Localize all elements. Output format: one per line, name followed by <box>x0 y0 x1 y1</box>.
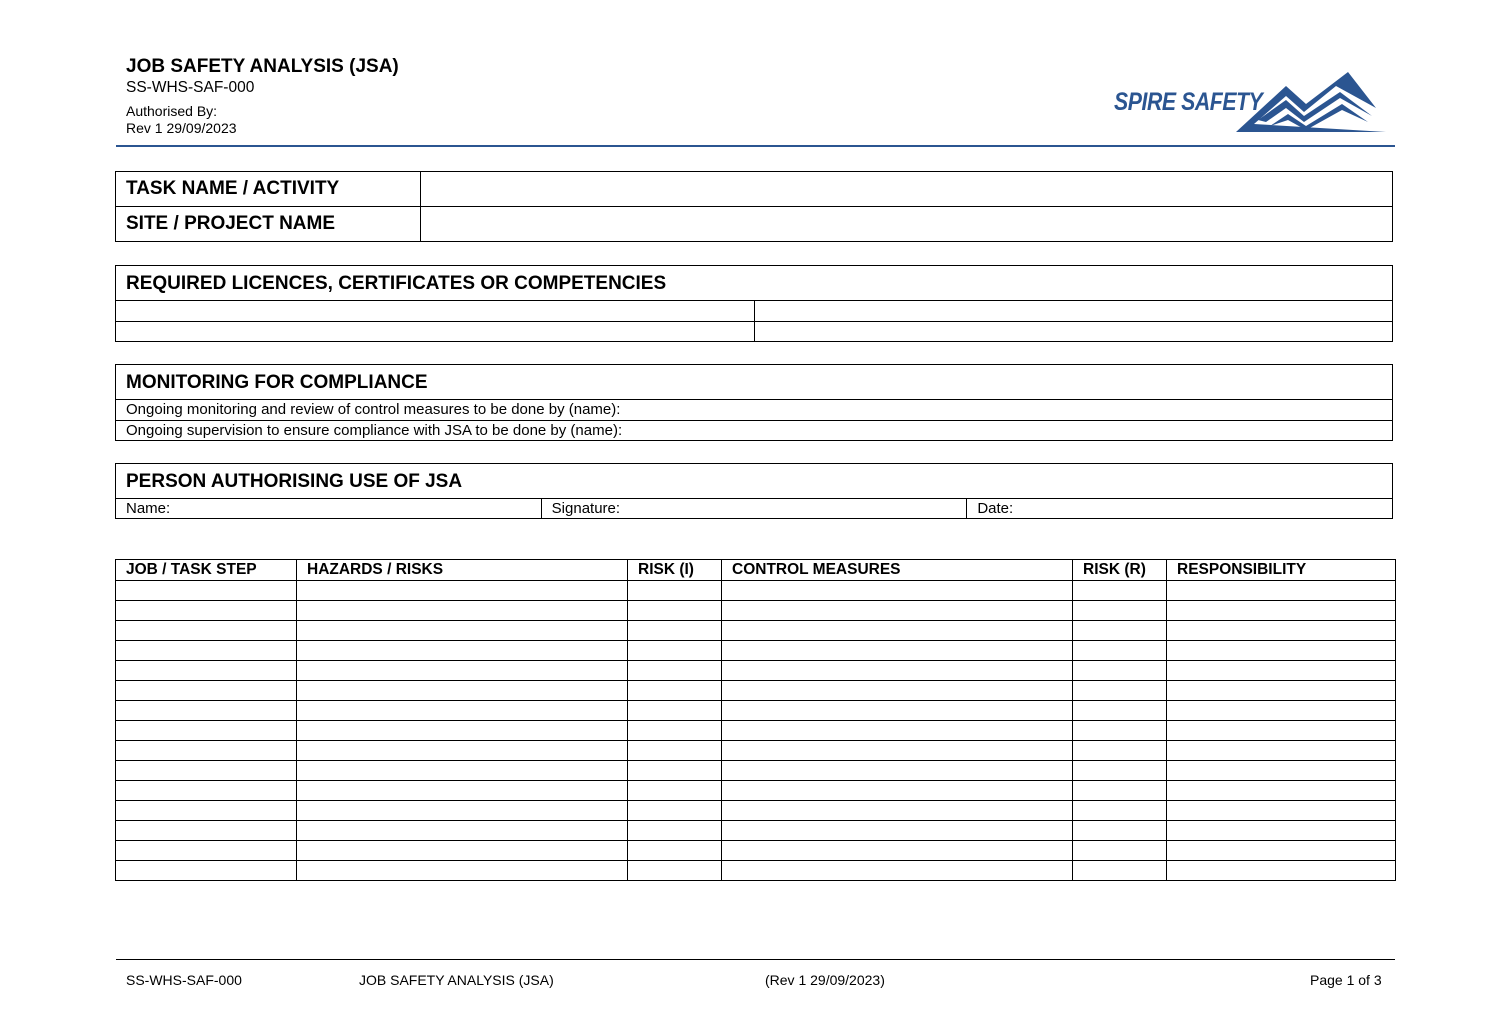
monitoring-review-field[interactable]: Ongoing monitoring and review of control measures to be done by (name): <box>126 401 621 418</box>
table-row <box>116 861 1396 881</box>
job-task-step-cell[interactable] <box>116 581 297 601</box>
hazards-risks-cell[interactable] <box>297 841 628 861</box>
licence-field[interactable] <box>116 322 754 341</box>
licences-heading: REQUIRED LICENCES, CERTIFICATES OR COMPETENCIES <box>116 266 1392 301</box>
responsibility-cell[interactable] <box>1167 761 1396 781</box>
risk-initial-cell[interactable] <box>628 841 722 861</box>
logo-text: SPIRE SAFETY <box>1114 88 1263 116</box>
risk-residual-cell[interactable] <box>1073 581 1167 601</box>
table-row <box>116 661 1396 681</box>
responsibility-cell[interactable] <box>1167 841 1396 861</box>
document-code: SS-WHS-SAF-000 <box>126 79 255 96</box>
table-row <box>116 681 1396 701</box>
risk-initial-cell[interactable] <box>628 641 722 661</box>
responsibility-cell[interactable] <box>1167 701 1396 721</box>
control-measures-cell[interactable] <box>722 741 1073 761</box>
responsibility-cell[interactable] <box>1167 861 1396 881</box>
responsibility-cell[interactable] <box>1167 581 1396 601</box>
authoriser-signature-field[interactable]: Signature: <box>541 499 967 518</box>
column-job-task-step: JOB / TASK STEP <box>116 560 297 581</box>
control-measures-cell[interactable] <box>722 801 1073 821</box>
authoriser-name-field[interactable]: Name: <box>126 500 171 517</box>
risk-initial-cell[interactable] <box>628 621 722 641</box>
task-name-row <box>116 172 1393 207</box>
risk-residual-cell[interactable] <box>1073 801 1167 821</box>
responsibility-cell[interactable] <box>1167 601 1396 621</box>
risk-residual-cell[interactable] <box>1073 661 1167 681</box>
job-task-step-cell[interactable] <box>116 701 297 721</box>
risk-initial-cell[interactable] <box>628 601 722 621</box>
control-measures-cell[interactable] <box>722 761 1073 781</box>
table-row <box>116 601 1396 621</box>
licence-row <box>116 301 1392 321</box>
table-row <box>116 581 1396 601</box>
job-task-step-cell[interactable] <box>116 681 297 701</box>
authorisation-date-field[interactable]: Date: <box>966 499 1392 518</box>
risk-residual-cell[interactable] <box>1073 841 1167 861</box>
table-row <box>116 621 1396 641</box>
risk-initial-cell[interactable] <box>628 681 722 701</box>
responsibility-cell[interactable] <box>1167 641 1396 661</box>
risk-initial-cell[interactable] <box>628 861 722 881</box>
company-logo <box>1112 68 1392 134</box>
job-task-step-cell[interactable] <box>116 761 297 781</box>
risk-residual-cell[interactable] <box>1073 601 1167 621</box>
job-task-step-cell[interactable] <box>116 801 297 821</box>
control-measures-cell[interactable] <box>722 861 1073 881</box>
footer-doc-code: SS-WHS-SAF-000 <box>126 972 242 988</box>
responsibility-cell[interactable] <box>1167 781 1396 801</box>
site-name-row <box>116 207 1393 242</box>
monitoring-section <box>115 364 1393 441</box>
licence-row <box>116 321 1392 341</box>
risk-initial-cell[interactable] <box>628 721 722 741</box>
risk-residual-cell[interactable] <box>1073 761 1167 781</box>
hazards-risks-cell[interactable] <box>297 821 628 841</box>
table-row <box>116 721 1396 741</box>
column-control-measures: CONTROL MEASURES <box>722 560 1073 581</box>
table-row <box>116 821 1396 841</box>
site-name-label: SITE / PROJECT NAME <box>116 207 421 242</box>
footer-revision: (Rev 1 29/09/2023) <box>765 972 885 988</box>
control-measures-cell[interactable] <box>722 821 1073 841</box>
hazards-risks-cell[interactable] <box>297 781 628 801</box>
risk-initial-cell[interactable] <box>628 781 722 801</box>
hazards-risks-cell[interactable] <box>297 621 628 641</box>
risk-initial-cell[interactable] <box>628 701 722 721</box>
table-row <box>116 641 1396 661</box>
hazards-risks-cell[interactable] <box>297 661 628 681</box>
control-measures-cell[interactable] <box>722 681 1073 701</box>
job-task-step-cell[interactable] <box>116 781 297 801</box>
control-measures-cell[interactable] <box>722 841 1073 861</box>
task-name-field[interactable] <box>421 172 1393 207</box>
responsibility-cell[interactable] <box>1167 621 1396 641</box>
risk-residual-cell[interactable] <box>1073 621 1167 641</box>
licences-section <box>115 265 1393 342</box>
authorising-fields-row <box>116 499 1392 518</box>
hazards-risks-cell[interactable] <box>297 581 628 601</box>
table-row <box>116 781 1396 801</box>
risk-residual-cell[interactable] <box>1073 741 1167 761</box>
hazards-risks-cell[interactable] <box>297 641 628 661</box>
footer-page-number: Page 1 of 3 <box>1310 972 1382 988</box>
hazards-risks-cell[interactable] <box>297 701 628 721</box>
table-row <box>116 841 1396 861</box>
hazards-risks-cell[interactable] <box>297 601 628 621</box>
control-measures-cell[interactable] <box>722 721 1073 741</box>
site-name-field[interactable] <box>421 207 1393 242</box>
job-task-step-cell[interactable] <box>116 841 297 861</box>
hazards-risks-cell[interactable] <box>297 761 628 781</box>
table-row <box>116 701 1396 721</box>
jsa-table-body <box>116 581 1396 881</box>
hazards-risks-cell[interactable] <box>297 861 628 881</box>
responsibility-cell[interactable] <box>1167 741 1396 761</box>
risk-initial-cell[interactable] <box>628 821 722 841</box>
responsibility-cell[interactable] <box>1167 801 1396 821</box>
responsibility-cell[interactable] <box>1167 661 1396 681</box>
hazards-risks-cell[interactable] <box>297 801 628 821</box>
document-header <box>126 56 399 137</box>
job-task-step-cell[interactable] <box>116 741 297 761</box>
column-risk-residual: RISK (R) <box>1073 560 1167 581</box>
job-task-step-cell[interactable] <box>116 601 297 621</box>
licence-field[interactable] <box>116 301 754 321</box>
risk-residual-cell[interactable] <box>1073 781 1167 801</box>
supervision-field[interactable]: Ongoing supervision to ensure compliance with JSA to be done by (name): <box>116 420 1392 440</box>
document-title: JOB SAFETY ANALYSIS (JSA) <box>126 56 399 77</box>
risk-initial-cell[interactable] <box>628 581 722 601</box>
authorising-section <box>115 463 1393 519</box>
licence-field[interactable] <box>754 322 1393 341</box>
risk-initial-cell[interactable] <box>628 661 722 681</box>
monitoring-heading: MONITORING FOR COMPLIANCE <box>116 365 1392 400</box>
risk-initial-cell[interactable] <box>628 741 722 761</box>
job-task-step-cell[interactable] <box>116 861 297 881</box>
licence-field[interactable] <box>754 301 1393 321</box>
job-task-step-cell[interactable] <box>116 661 297 681</box>
control-measures-cell[interactable] <box>722 641 1073 661</box>
job-task-step-cell[interactable] <box>116 641 297 661</box>
task-name-label: TASK NAME / ACTIVITY <box>116 172 421 207</box>
column-hazards-risks: HAZARDS / RISKS <box>297 560 628 581</box>
footer-title: JOB SAFETY ANALYSIS (JSA) <box>359 972 554 988</box>
column-risk-initial: RISK (I) <box>628 560 722 581</box>
risk-residual-cell[interactable] <box>1073 701 1167 721</box>
hazards-risks-cell[interactable] <box>297 681 628 701</box>
footer-divider <box>116 959 1395 960</box>
column-responsibility: RESPONSIBILITY <box>1167 560 1396 581</box>
job-task-step-cell[interactable] <box>116 621 297 641</box>
hazards-risks-cell[interactable] <box>297 741 628 761</box>
responsibility-cell[interactable] <box>1167 721 1396 741</box>
risk-residual-cell[interactable] <box>1073 861 1167 881</box>
control-measures-cell[interactable] <box>722 781 1073 801</box>
control-measures-cell[interactable] <box>722 621 1073 641</box>
table-row <box>116 761 1396 781</box>
control-measures-cell[interactable] <box>722 661 1073 681</box>
table-row <box>116 741 1396 761</box>
table-row <box>116 801 1396 821</box>
risk-residual-cell[interactable] <box>1073 641 1167 661</box>
jsa-table <box>115 559 1396 881</box>
control-measures-cell[interactable] <box>722 581 1073 601</box>
hazards-risks-cell[interactable] <box>297 721 628 741</box>
job-task-step-cell[interactable] <box>116 821 297 841</box>
task-info-table <box>115 171 1393 242</box>
jsa-table-header <box>116 560 1396 581</box>
control-measures-cell[interactable] <box>722 701 1073 721</box>
risk-residual-cell[interactable] <box>1073 821 1167 841</box>
control-measures-cell[interactable] <box>722 601 1073 621</box>
risk-residual-cell[interactable] <box>1073 681 1167 701</box>
risk-residual-cell[interactable] <box>1073 721 1167 741</box>
risk-initial-cell[interactable] <box>628 801 722 821</box>
header-divider <box>116 145 1395 147</box>
mountain-peaks-icon <box>1236 70 1388 134</box>
risk-initial-cell[interactable] <box>628 761 722 781</box>
responsibility-cell[interactable] <box>1167 681 1396 701</box>
job-task-step-cell[interactable] <box>116 721 297 741</box>
authorising-heading: PERSON AUTHORISING USE OF JSA <box>116 464 1392 499</box>
responsibility-cell[interactable] <box>1167 821 1396 841</box>
revision-label: Rev 1 29/09/2023 <box>126 120 237 136</box>
authorised-by-label: Authorised By: <box>126 103 218 119</box>
